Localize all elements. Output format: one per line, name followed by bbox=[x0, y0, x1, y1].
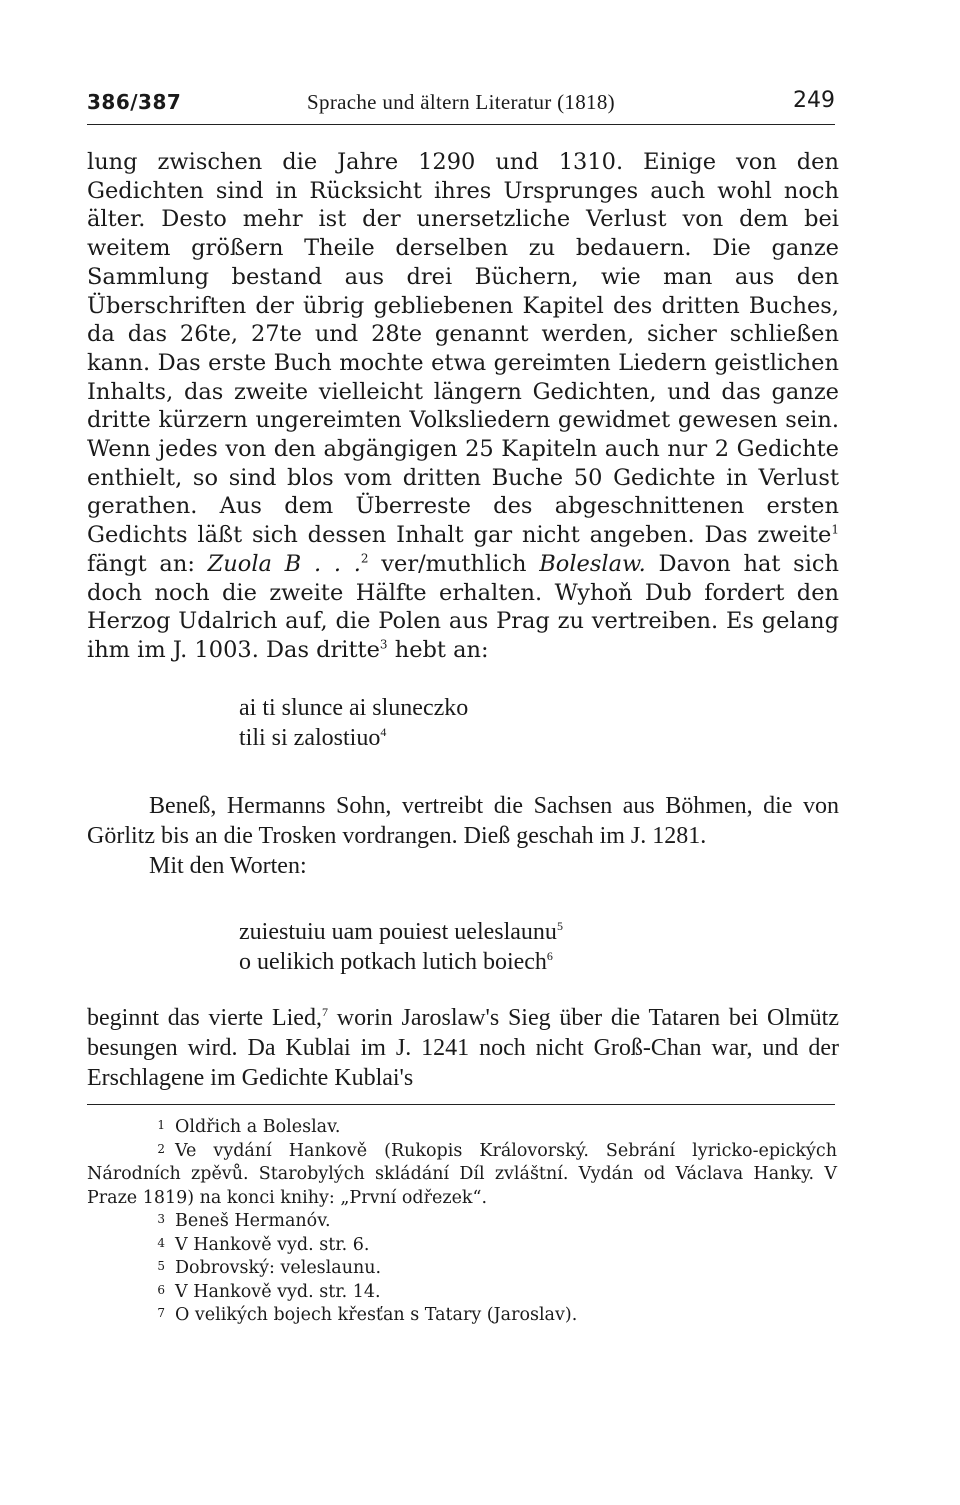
paragraph-3: Mit den Worten: bbox=[149, 852, 307, 879]
footnote-7: 7 O velikých bojech křesťan s Tatary (Jaroslav). bbox=[157, 1305, 578, 1325]
footnote-6: 6 V Hankově vyd. str. 14. bbox=[157, 1281, 381, 1302]
text-run: ver/muthlich bbox=[368, 550, 540, 577]
paragraph-1 bbox=[87, 148, 839, 665]
verse-line: ai ti slunce ai sluneczko bbox=[239, 694, 469, 721]
page-range: 386/387 bbox=[87, 90, 182, 114]
footnote-ref-6: 6 bbox=[546, 948, 553, 963]
paragraph-4: beginnt das vierte Lied,$^7$ worin Jaroslaw's Sieg über die Tataren bei Olmütz besungen wird. Da Kublai im J. 1241 noch nicht Groß-Chan war, und der Erschlagene im Gedichte Kublai's bbox=[87, 1004, 840, 1091]
footnote-ref-3: 3 bbox=[379, 637, 388, 652]
text-run: hebt an: bbox=[387, 636, 489, 663]
main-text bbox=[87, 148, 839, 1093]
footnote-ref-4: 4 bbox=[380, 724, 387, 739]
footnote-3: 3 Beneš Hermanóv. bbox=[157, 1211, 331, 1231]
running-title: Sprache und ältern Literatur (1818) bbox=[307, 90, 615, 114]
footnote-divider bbox=[87, 1104, 835, 1105]
footnote-ref-1: 1 bbox=[831, 522, 839, 537]
text-run: fängt an: bbox=[87, 550, 208, 577]
verse-line: zuiestuiu uam pouiest ueleslaunu$^5$ bbox=[239, 918, 563, 945]
paragraph-2: Beneß, Hermanns Sohn, vertreibt die Sachsen aus Böhmen, die von Görlitz bis an die Trosken vordrangen. Dieß geschah im J. 1281. bbox=[87, 792, 839, 849]
footnote-4: 4 V Hankově vyd. str. 6. bbox=[157, 1234, 370, 1255]
footnote-5: 5 Dobrovský: veleslaunu. bbox=[157, 1258, 382, 1278]
text-run: lung zwischen die Jahre 1290 und 1310. Einige von den Gedichten sind in Rücksicht ihres Ursprunges auch wohl noch älter. Desto mehr ist der unersetzliche Verlust von dem bei weitem größern Theile derselben zu bedauern. Die ganze Sammlung bestand aus drei Büchern, wie man aus den Überschriften der übrig gebliebenen Kapitel des dritten Buches, da das 26te, 27te und 28te genannt werden, sicher schließen kann. Das erste Buch mochte etwa gereimten Liedern geistlichen Inhalts, das zweite vielleicht längern Gedichten, und das ganze dritte kürzern ungereimten Volksliedern gewidmet gewesen sein. Wenn jedes von den abgängigen 25 Kapiteln auch nur 2 Gedichte enthielt, so sind blos vom dritten Buche 50 Gedichte in Verlust gerathen. Aus dem Überreste des abgeschnittenen ersten Gedichts läßt sich dessen Inhalt gar nicht angeben. Das zweite bbox=[87, 149, 839, 549]
page-number: 249 bbox=[793, 88, 835, 113]
name-boleslaw: Boleslaw. bbox=[539, 550, 646, 577]
footnote-1: 1 Oldřich a Boleslav. bbox=[157, 1117, 341, 1137]
verse-quote-2 bbox=[87, 917, 839, 977]
verse-quote-1 bbox=[87, 693, 839, 753]
running-header bbox=[87, 88, 835, 125]
footnote-ref-7: 7 bbox=[321, 1004, 328, 1019]
footnote-ref-5: 5 bbox=[556, 918, 563, 933]
verse-line: tili si zalostiuo$^4$ bbox=[239, 724, 387, 751]
quoted-incipit: Zuola B . . . bbox=[207, 550, 361, 577]
text-run: Davon hat sich doch noch die zweite Hälfte erhalten. Wyhoň Dub fordert den Herzog Udalrich auf, die Polen aus Prag zu vertreiben. Es gelang ihm im J. 1003. Das dritte bbox=[87, 550, 839, 663]
footnotes bbox=[87, 1116, 837, 1328]
verse-line: o uelikich potkach lutich boiech$^6$ bbox=[239, 948, 553, 975]
footnote-2: 2 Ve vydání Hankově (Rukopis Královorský. Sebrání lyricko-epických Národních zpěvů. Starobylých skládání Díl zvláštní. Vydán od Václava Hanky. V Praze 1819) na konci knihy: „První odřezek“. bbox=[87, 1140, 837, 1208]
footnote-ref-2: 2 bbox=[360, 551, 369, 566]
